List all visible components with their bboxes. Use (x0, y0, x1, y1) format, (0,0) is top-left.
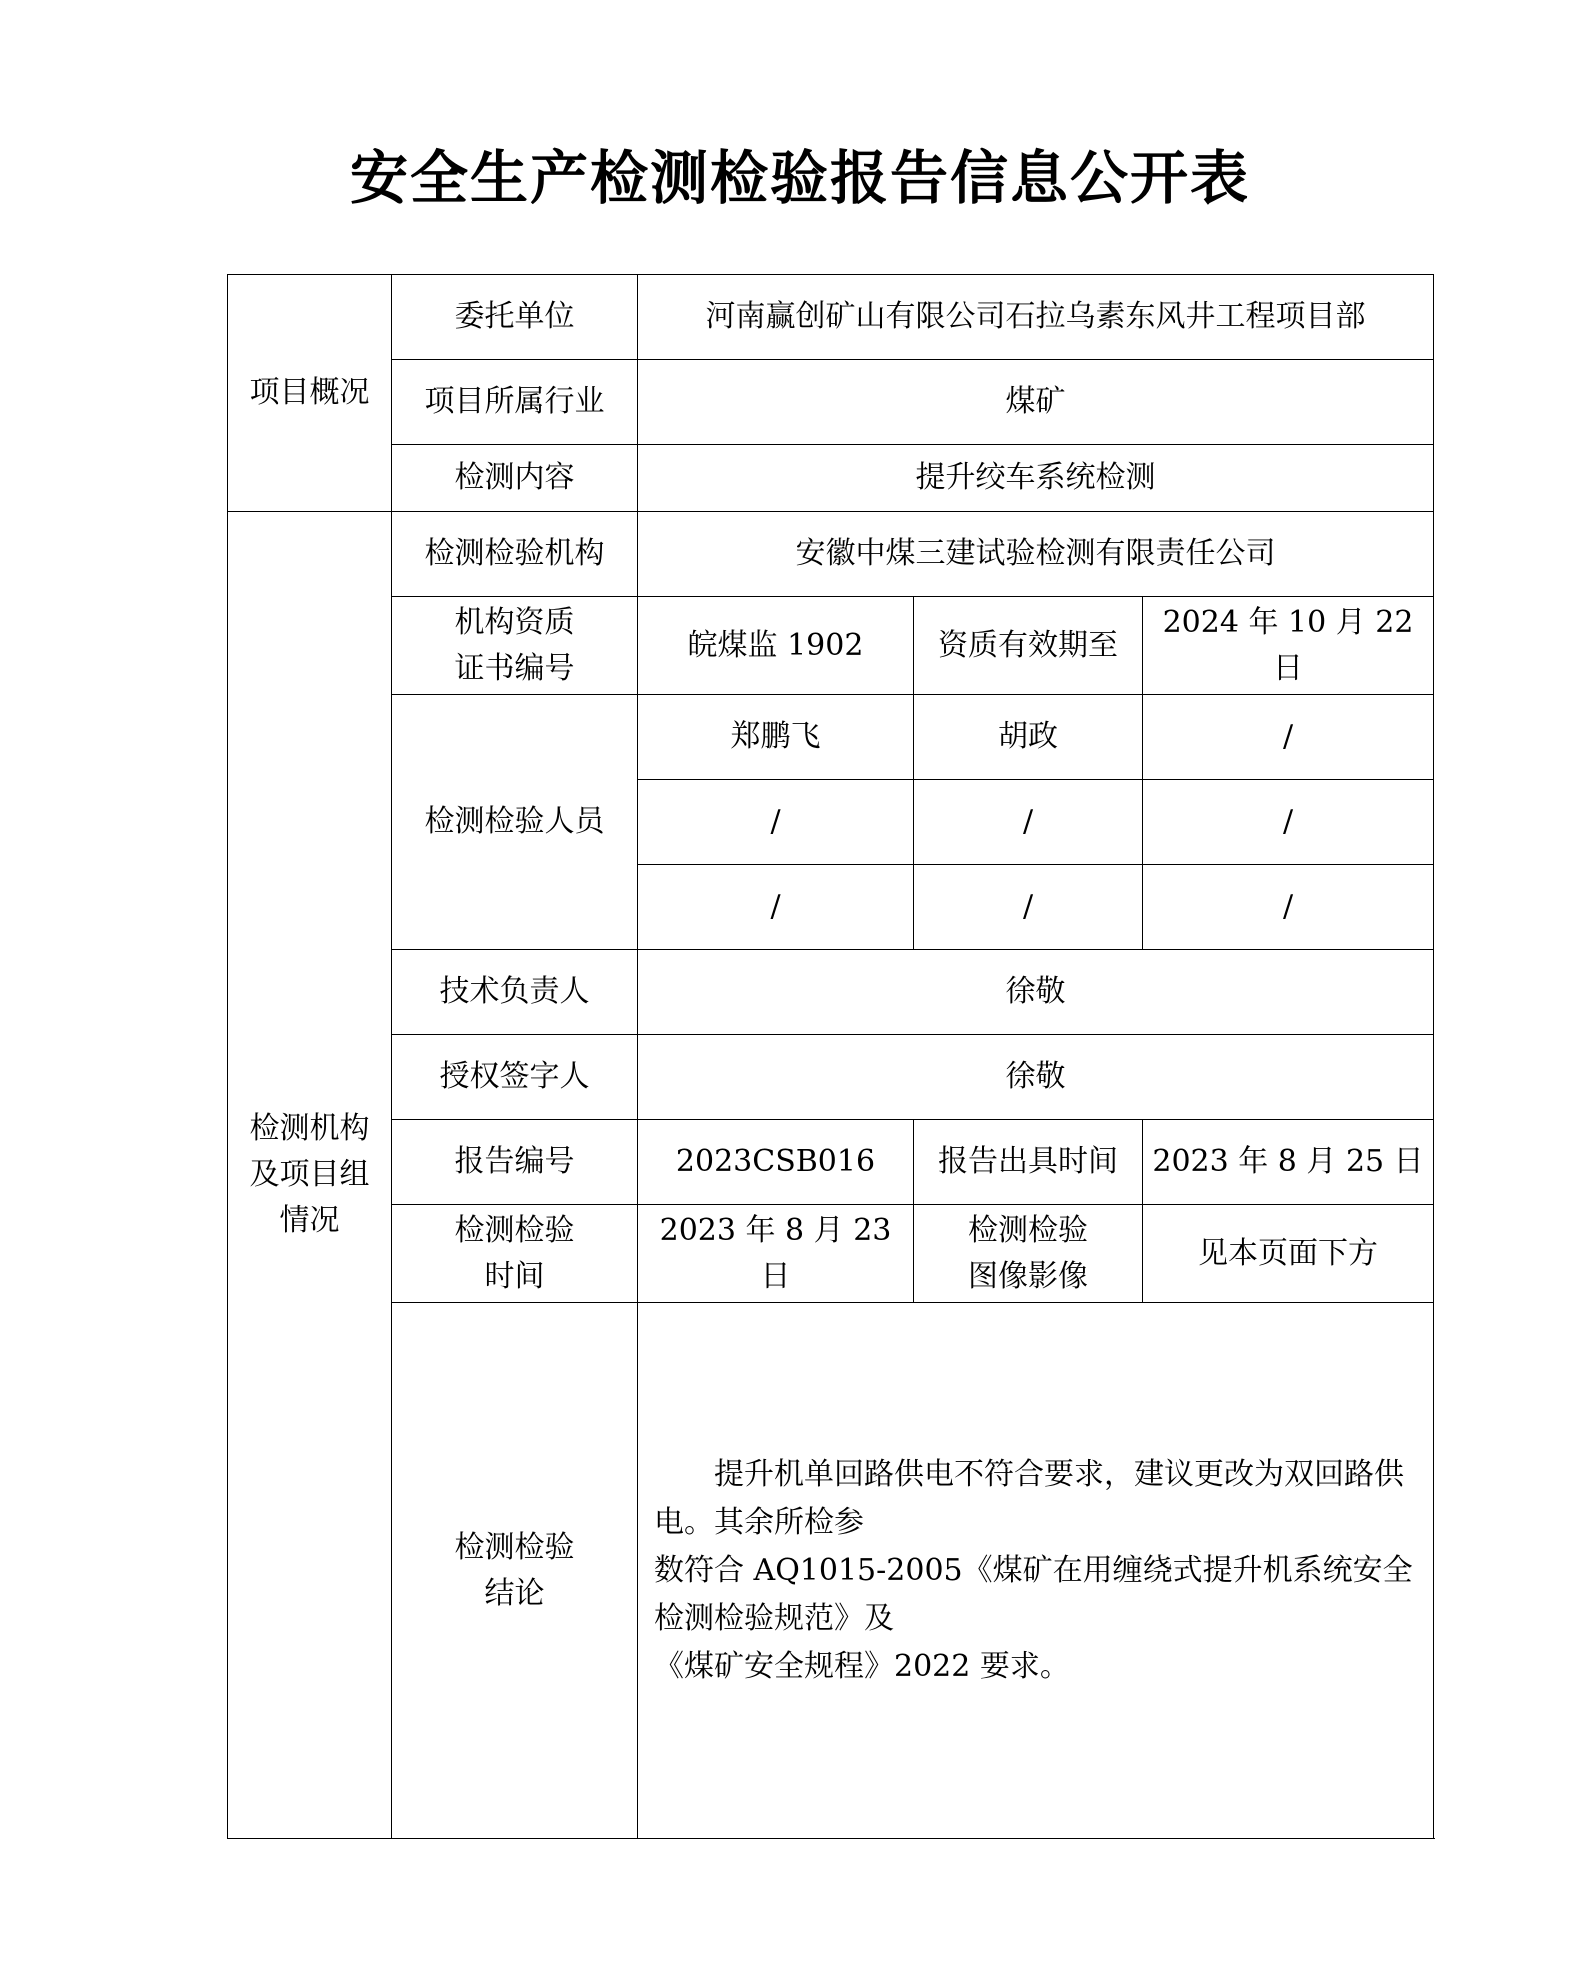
test-date: 2023 年 8 月 23 日 (638, 1205, 914, 1303)
signatory-value: 徐敬 (638, 1035, 1434, 1120)
personnel-cell: / (1143, 695, 1434, 780)
validity-label: 资质有效期至 (914, 597, 1143, 695)
table-row (228, 445, 1434, 512)
table-row (228, 1205, 1434, 1303)
client-value: 河南赢创矿山有限公司石拉乌素东风井工程项目部 (638, 275, 1434, 360)
table-row (228, 597, 1434, 695)
table-row (228, 275, 1434, 360)
test-time-label-line: 检测检验 (454, 1212, 575, 1248)
cert-label-line: 证书编号 (454, 650, 575, 686)
section-header-conclusion-line: 检测检验 (454, 1529, 575, 1565)
conclusion-line: 《煤矿安全规程》2022 要求。 (654, 1648, 1070, 1684)
test-time-label-line: 时间 (484, 1258, 545, 1294)
table-row (228, 695, 1434, 780)
institution-label: 检测检验机构 (392, 512, 638, 597)
personnel-cell: 郑鹏飞 (638, 695, 914, 780)
section-header-overview: 项目概况 (228, 275, 392, 512)
table-row (228, 950, 1434, 1035)
client-label: 委托单位 (392, 275, 638, 360)
info-disclosure-table (227, 274, 1434, 1839)
personnel-cell: / (1143, 865, 1434, 950)
image-label-line: 检测检验 (968, 1212, 1088, 1248)
tech-lead-value: 徐敬 (638, 950, 1434, 1035)
validity-date: 2024 年 10 月 22 日 (1143, 597, 1434, 695)
report-number-label: 报告编号 (392, 1120, 638, 1205)
section-header-conclusion-line: 结论 (484, 1575, 545, 1611)
issue-date: 2023 年 8 月 25 日 (1143, 1120, 1434, 1205)
test-time-label (392, 1205, 638, 1303)
image-value: 见本页面下方 (1143, 1205, 1434, 1303)
personnel-cell: / (914, 865, 1143, 950)
cert-number: 皖煤监 1902 (638, 597, 914, 695)
personnel-cell: / (638, 780, 914, 865)
content-label: 检测内容 (392, 445, 638, 512)
table-row (228, 1120, 1434, 1205)
personnel-cell: / (914, 780, 1143, 865)
page-title: 安全生产检测检验报告信息公开表 (349, 144, 1250, 212)
table-row (228, 1303, 1434, 1839)
section-header-conclusion (392, 1303, 638, 1839)
institution-value: 安徽中煤三建试验检测有限责任公司 (638, 512, 1434, 597)
section-header-org (228, 512, 392, 1839)
personnel-cell: 胡政 (914, 695, 1143, 780)
conclusion-line: 提升机单回路供电不符合要求，建议更改为双回路供电。其余所检参 (654, 1456, 1404, 1540)
industry-label: 项目所属行业 (392, 360, 638, 445)
section-header-org-line: 及项目组 (249, 1157, 370, 1192)
industry-value: 煤矿 (638, 360, 1434, 445)
personnel-label: 检测检验人员 (392, 695, 638, 950)
table-row (228, 512, 1434, 597)
issue-time-label: 报告出具时间 (914, 1120, 1143, 1205)
conclusion-line: 数符合 AQ1015-2005《煤矿在用缠绕式提升机系统安全检测检验规范》及 (654, 1552, 1413, 1636)
personnel-cell: / (638, 865, 914, 950)
cert-label-line: 机构资质 (454, 604, 575, 640)
table-row (228, 360, 1434, 445)
cert-label (392, 597, 638, 695)
personnel-cell: / (1143, 780, 1434, 865)
section-header-org-line: 情况 (279, 1203, 340, 1238)
image-label-line: 图像影像 (968, 1258, 1088, 1294)
report-number: 2023CSB016 (638, 1120, 914, 1205)
table-row (228, 1035, 1434, 1120)
content-value: 提升绞车系统检测 (638, 445, 1434, 512)
signatory-label: 授权签字人 (392, 1035, 638, 1120)
section-header-org-line: 检测机构 (249, 1111, 370, 1146)
image-label (914, 1205, 1143, 1303)
tech-lead-label: 技术负责人 (392, 950, 638, 1035)
conclusion-text (638, 1303, 1434, 1839)
